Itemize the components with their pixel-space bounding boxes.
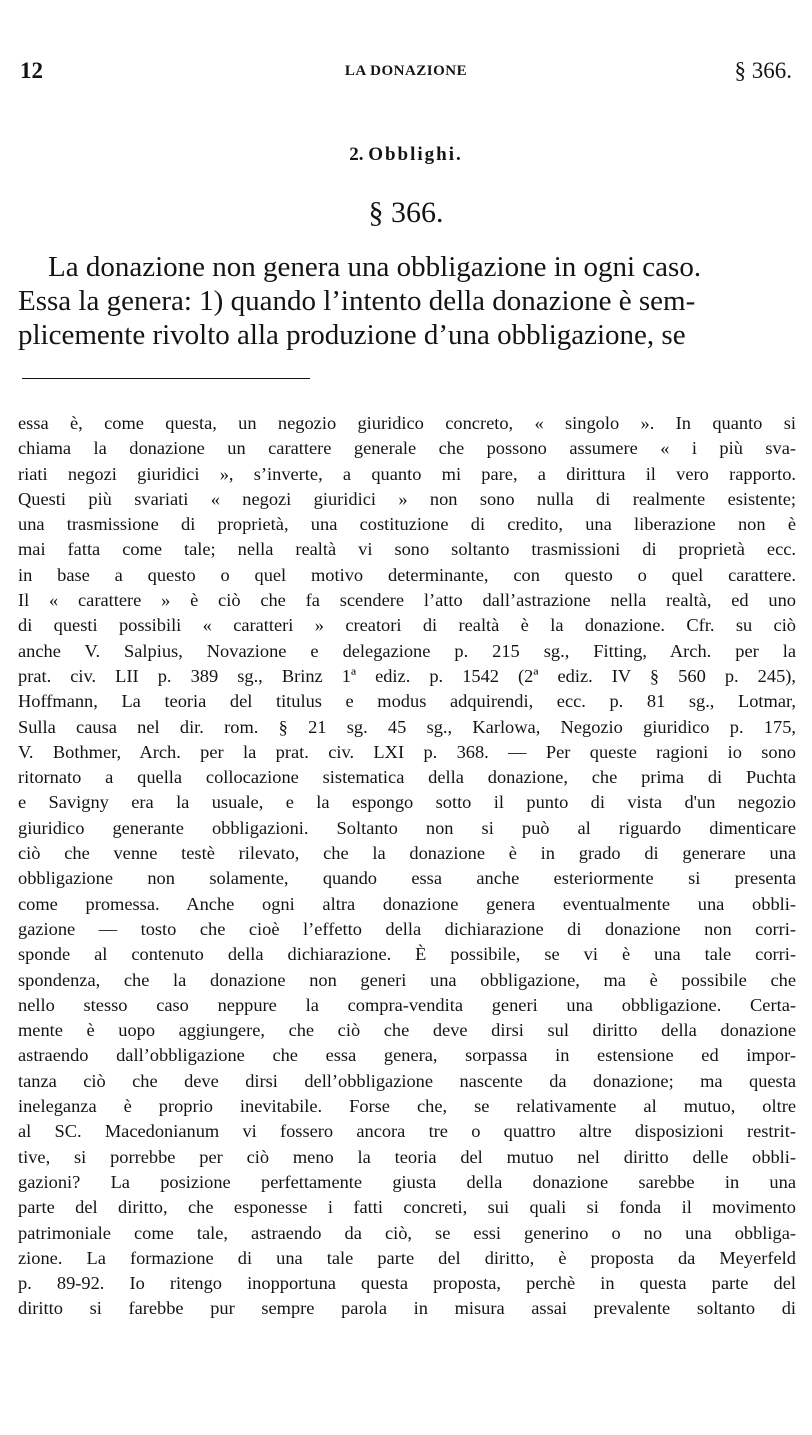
footnote-line: giuridico generante obbligazioni. Soltanto non si può al riguardo dimenticare — [18, 817, 796, 838]
main-text-line: La donazione non genera una obbligazione in ogni caso. — [48, 251, 702, 283]
footnote-line: Questi più svariati « negozi giuridici » non sono nulla di realmente esistente; — [18, 488, 796, 509]
footnote-line: Hoffmann, La teoria del titulus e modus adquirendi, ecc. p. 81 sg., Lotmar, — [18, 691, 796, 712]
subsection-number: 2. — [349, 144, 364, 165]
footnote-line: anche V. Salpius, Novazione e delegazione p. 215 sg., Fitting, Arch. per la — [18, 640, 796, 661]
footnote-line: in base a questo o quel motivo determinante, con questo o quel carattere. — [18, 564, 796, 585]
running-header — [20, 58, 792, 88]
footnote-line: tive, si porrebbe per ciò meno la teoria del mutuo nel diritto delle obbli- — [18, 1146, 796, 1167]
subsection-heading — [0, 144, 812, 166]
footnote-line: prat. civ. LII p. 389 sg., Brinz 1ª ediz. p. 1542 (2ª ediz. IV § 560 p. 245), — [18, 665, 796, 686]
footnote-line: diritto si farebbe pur sempre parola in misura assai prevalente soltanto di — [18, 1298, 796, 1319]
footnote-separator — [22, 378, 310, 379]
footnote-line: p. 89-92. Io ritengo inopportuna questa proposta, perchè in questa parte del — [18, 1273, 796, 1294]
footnote-line: astraendo dall’obbligazione che essa genera, sorpassa in estensione ed impor- — [18, 1045, 796, 1066]
footnote-line: V. Bothmer, Arch. per la prat. civ. LXI p. 368. — Per queste ragioni io sono — [18, 741, 796, 762]
main-text — [18, 250, 796, 352]
footnote-line: parte del diritto, che esponesse i fatti concreti, sui quali si fonda il movimento — [18, 1197, 796, 1218]
footnote-line: mai fatta come tale; nella realtà vi sono soltanto trasmissioni di proprietà ecc. — [18, 539, 796, 560]
main-text-line: Essa la genera: 1) quando l’intento della donazione è sem- — [18, 285, 696, 317]
page-number: 12 — [20, 58, 43, 83]
footnote-line: spondenza, che la donazione non generi una obbligazione, ma è possibile che — [18, 969, 796, 990]
footnote-line: riati negozi giuridici », s’inverte, a quanto mi pare, a dirittura il vero rapporto. — [18, 463, 796, 484]
main-text-line: plicemente rivolto alla produzione d’una obbligazione, se — [18, 319, 686, 351]
footnote-line: obbligazione non solamente, quando essa anche esteriormente si presenta — [18, 868, 796, 889]
running-title: LA DONAZIONE — [344, 63, 468, 79]
footnote-line: nello stesso caso neppure la compra-vendita generi una obbligazione. Certa- — [18, 994, 796, 1015]
footnote-line: ritornato a quella collocazione sistematica della donazione, che prima di Puchta — [18, 767, 796, 788]
footnote-line: gazioni? La posizione perfettamente giusta della donazione sarebbe in una — [18, 1171, 796, 1192]
footnote-line: come promessa. Anche ogni altra donazione genera eventualmente una obbli- — [18, 893, 796, 914]
footnote-line: mente è uopo aggiungere, che ciò che deve dirsi sul diritto della donazione — [18, 1020, 796, 1041]
footnote-line: zione. La formazione di una tale parte del diritto, è proposta da Meyerfeld — [18, 1247, 796, 1268]
footnote-line: ciò che venne testè rilevato, che la donazione è in grado di generare una — [18, 843, 796, 864]
subsection-title: Obblighi. — [368, 144, 463, 165]
footnote-line: chiama la donazione un carattere generale che possono assumere « i più sva- — [18, 438, 796, 459]
footnote-line: patrimoniale come tale, astraendo da ciò, se essi generino o no una obbliga- — [18, 1222, 796, 1243]
footnote-line: e Savigny era la usuale, e la espongo sotto il punto di vista d'un negozio — [18, 792, 796, 813]
section-title: § 366. — [368, 196, 444, 229]
footnote-line: essa è, come questa, un negozio giuridico concreto, « singolo ». In quanto si — [18, 413, 796, 433]
footnote-line: gazione — tosto che cioè l’effetto della dichiarazione di donazione non corri- — [18, 918, 796, 939]
footnote-line: Il « carattere » è ciò che fa scendere l’atto dall’astrazione nella realtà, ed uno — [18, 590, 796, 611]
footnote-line: ineleganza è proprio inevitabile. Forse che, se relativamente al mutuo, oltre — [18, 1096, 796, 1117]
footnote-line: Sulla causa nel dir. rom. § 21 sg. 45 sg., Karlowa, Negozio giuridico p. 175, — [18, 716, 796, 737]
section-reference: § 366. — [734, 58, 792, 83]
footnote-line: al SC. Macedonianum vi fossero ancora tre o quattro altre disposizioni restrit- — [18, 1121, 796, 1142]
footnote-line: sponde al contenuto della dichiarazione. È possibile, se vi è una tale corri- — [18, 944, 796, 965]
footnote — [18, 411, 796, 1322]
footnote-line: tanza ciò che deve dirsi dell’obbligazione nascente da donazione; ma questa — [18, 1070, 796, 1091]
footnote-line: di questi possibili « caratteri » creatori di realtà è la donazione. Cfr. su ciò — [18, 615, 796, 636]
footnote-line: una trasmissione di proprietà, una costituzione di credito, una liberazione non è — [18, 514, 796, 535]
